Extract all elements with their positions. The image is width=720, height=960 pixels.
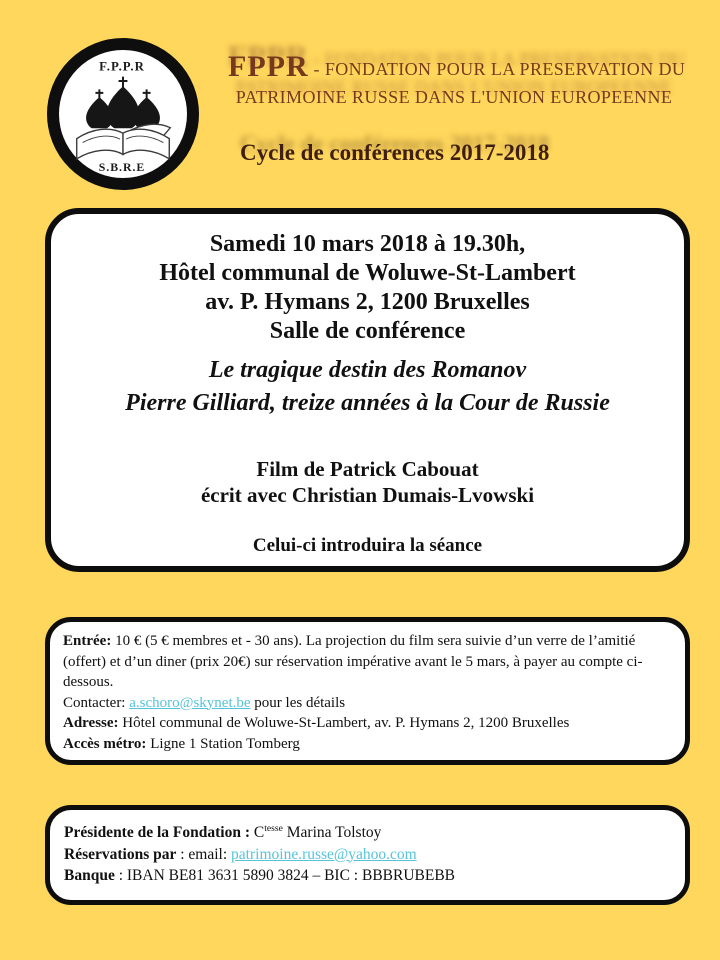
- metro-text: Ligne 1 Station Tomberg: [146, 735, 300, 752]
- adresse-label: Adresse:: [63, 715, 119, 731]
- logo-book: [77, 124, 171, 159]
- film-credit-line2: écrit avec Christian Dumais-Lvowski: [200, 483, 535, 507]
- foundation-title: [228, 50, 686, 110]
- conference-cycle-title: Cycle de conférences 2017-2018: [240, 140, 550, 165]
- film-credit-line1: Film de Patrick Cabouat: [256, 457, 479, 481]
- entree-label: Entrée:: [63, 633, 112, 649]
- event-address: av. P. Hymans 2, 1200 Bruxelles: [205, 289, 530, 315]
- film-title-line2: Pierre Gilliard, treize années à la Cour de Russie: [125, 390, 610, 416]
- foundation-contact-box: [45, 805, 690, 905]
- contact-email-link[interactable]: a.schoro@skynet.be: [129, 694, 251, 711]
- presidente-name-rest: Marina Tolstoy: [282, 824, 382, 841]
- foundation-name-part1: FONDATION POUR LA PRESERVATION DU: [324, 59, 686, 79]
- event-date: Samedi 10 mars 2018 à 19.30h,: [209, 231, 526, 257]
- reservations-line: [64, 844, 671, 866]
- foundation-sigla: FPPR: [228, 50, 309, 83]
- contact-line: [63, 693, 672, 714]
- fppr-logo-art: [59, 50, 187, 178]
- presidente-label: Présidente de la Fondation :: [64, 824, 254, 841]
- entree-text: 10 € (5 € membres et - 30 ans). La projection du film sera suivie d’un verre de l’amitié (offert) et d’un diner (prix 20€) sur réservation impérative avant le 5 mars, à payer au compte ci-dessous.: [63, 633, 643, 690]
- film-credits: [51, 456, 684, 508]
- contact-suffix: pour les détails: [250, 694, 346, 711]
- banque-line: [64, 865, 671, 887]
- entree-paragraph: [63, 631, 672, 693]
- presidente-name-prefix: C: [253, 824, 265, 841]
- practical-info-box: [45, 617, 690, 765]
- event-room: Salle de conférence: [269, 318, 466, 344]
- reservations-email-link[interactable]: patrimoine.russe@yahoo.com: [231, 845, 417, 863]
- adresse-line: [63, 713, 672, 734]
- reservations-label: Réservations par: [64, 845, 177, 863]
- adresse-text: Hôtel communal de Woluwe-St-Lambert, av. P. Hymans 2, 1200 Bruxelles: [118, 715, 570, 731]
- logo-top-text: F.P.P.R: [99, 59, 145, 74]
- contact-label: Contacter:: [63, 694, 130, 711]
- metro-label: Accès métro:: [63, 735, 147, 752]
- presidente-line: [64, 822, 671, 844]
- banque-text: : IBAN BE81 3631 5890 3824 – BIC : BBBRUBEBB: [114, 867, 456, 884]
- presidente-name-sup: tesse: [264, 822, 283, 834]
- banque-label: Banque: [64, 867, 115, 884]
- film-title-line1: Le tragique destin des Romanov: [208, 357, 527, 383]
- title-dash: -: [308, 59, 325, 79]
- event-details-box: [45, 208, 690, 572]
- metro-line: [63, 734, 672, 755]
- logo-bottom-text: S.B.R.E: [98, 160, 146, 175]
- event-note: Celui-ci introduira la séance: [252, 535, 483, 556]
- foundation-name-part2: PATRIMOINE RUSSE DANS L'UNION EUROPEENNE: [235, 87, 673, 107]
- event-venue: Hôtel communal de Woluwe-St-Lambert: [159, 260, 576, 286]
- fppr-logo: [47, 38, 199, 190]
- foundation-title-line1: [228, 50, 686, 84]
- reservations-mid: : email:: [176, 845, 232, 863]
